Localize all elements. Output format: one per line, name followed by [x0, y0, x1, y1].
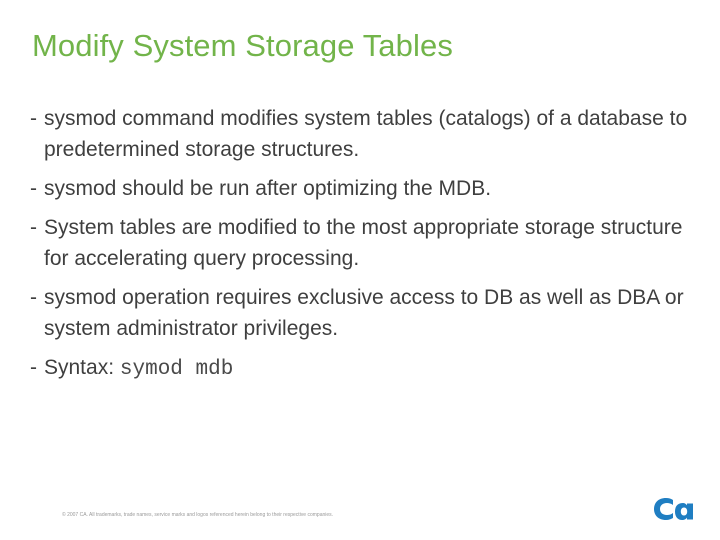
bullet-text: sysmod command modifies system tables (catalogs) of a database to predetermined storage structures.	[44, 107, 688, 161]
bullet-item	[30, 103, 700, 165]
bullet-marker: -	[30, 177, 37, 200]
bullet-marker: -	[30, 107, 37, 130]
bullet-text: sysmod operation requires exclusive access to DB as well as DBA or system administrator privileges.	[44, 286, 684, 340]
bullet-marker: -	[30, 286, 37, 309]
bullet-marker: -	[30, 216, 37, 239]
bullet-text: System tables are modified to the most appropriate storage structure for accelerating query processing.	[44, 216, 683, 270]
bullet-text: sysmod should be run after optimizing the MDB.	[44, 177, 492, 200]
bullet-marker: -	[30, 356, 37, 379]
bullet-item	[30, 173, 700, 204]
bullet-item	[30, 282, 700, 344]
logo-a-shape	[675, 503, 693, 520]
copyright-footer: © 2007 CA. All trademarks, trade names, service marks and logos referenced herein belong to their respective companies.	[62, 512, 334, 518]
syntax-line	[44, 352, 700, 385]
bullet-item-syntax	[30, 352, 700, 385]
syntax-label: Syntax:	[44, 356, 115, 379]
bullet-item	[30, 212, 700, 274]
slide-title: Modify System Storage Tables	[32, 28, 453, 63]
bullet-list	[30, 103, 700, 393]
logo-c-shape	[654, 498, 673, 520]
syntax-command: symod mdb	[119, 358, 234, 381]
ca-logo	[652, 494, 696, 524]
